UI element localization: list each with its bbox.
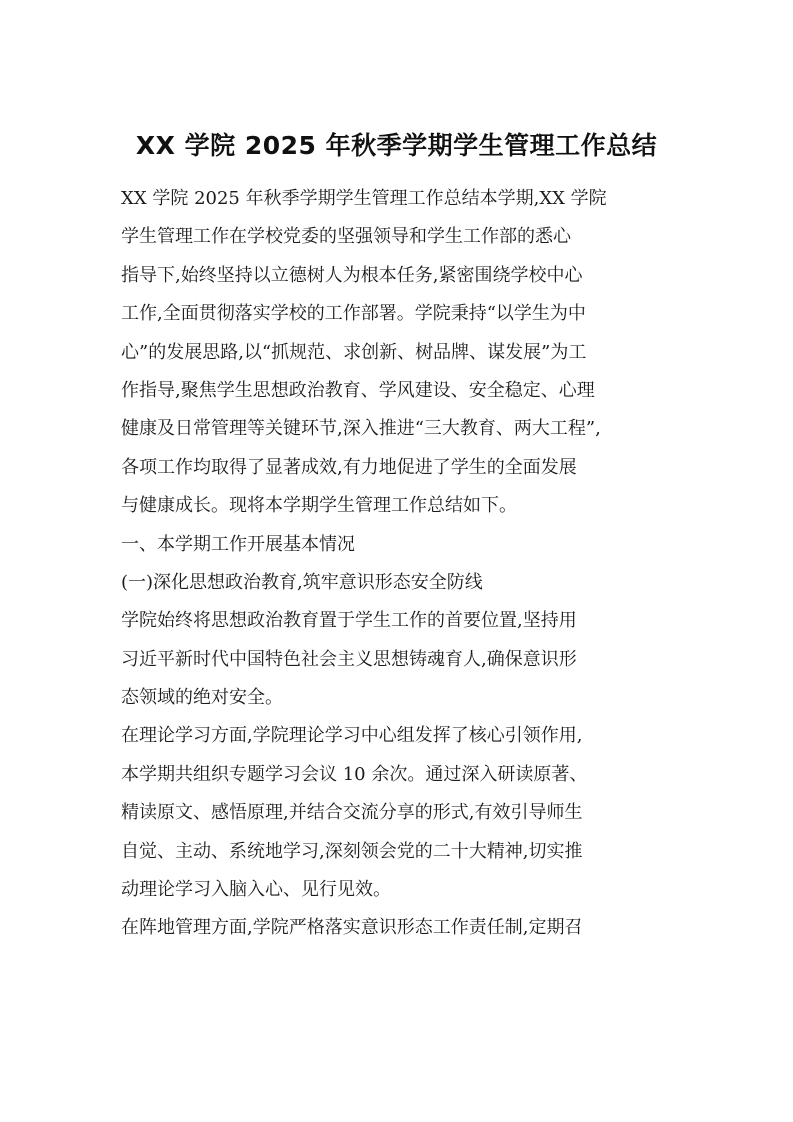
body-line: 各项工作均取得了显著成效,有力地促进了学生的全面发展: [121, 456, 577, 478]
body-line: 动理论学习入脑入心、见行见效。: [121, 879, 391, 901]
body-line: 精读原文、感悟原理,并结合交流分享的形式,有效引导师生: [121, 802, 583, 824]
body-line: 本学期共组织专题学习会议 10 余次。通过深入研读原著、: [121, 763, 588, 785]
body-line: 习近平新时代中国特色社会主义思想铸魂育人,确保意识形: [121, 648, 577, 670]
body-line: 健康及日常管理等关键环节,深入推进“三大教育、两大工程”,: [121, 418, 601, 440]
body-line: 学生管理工作在学校党委的坚强领导和学生工作部的悉心: [121, 226, 571, 248]
document-title: XX 学院 2025 年秋季学期学生管理工作总结: [135, 131, 658, 160]
body-line: 学院始终将思想政治教育置于学生工作的首要位置,坚持用: [121, 610, 577, 632]
body-line: 在理论学习方面,学院理论学习中心组发挥了核心引领作用,: [121, 725, 583, 747]
document-body: [121, 180, 681, 948]
body-line: 态领域的绝对安全。: [121, 687, 283, 709]
body-line: 指导下,始终坚持以立德树人为根本任务,紧密围绕学校中心: [121, 264, 583, 286]
body-line: 在阵地管理方面,学院严格落实意识形态工作责任制,定期召: [121, 917, 583, 939]
subsection-heading: (一)深化思想政治教育,筑牢意识形态安全防线: [121, 571, 483, 593]
body-line: XX 学院 2025 年秋季学期学生管理工作总结本学期,XX 学院: [121, 188, 607, 209]
body-line: 作指导,聚焦学生思想政治教育、学风建设、安全稳定、心理: [121, 379, 595, 401]
body-line: 工作,全面贯彻落实学校的工作部署。学院秉持“以学生为中: [121, 303, 586, 325]
section-heading: 一、本学期工作开展基本情况: [121, 533, 355, 555]
body-line: 与健康成长。现将本学期学生管理工作总结如下。: [121, 495, 517, 517]
body-line: 心”的发展思路,以“抓规范、求创新、树品牌、谋发展”为工: [121, 341, 587, 363]
body-line: 自觉、主动、系统地学习,深刻领会党的二十大精神,切实推: [121, 840, 583, 862]
